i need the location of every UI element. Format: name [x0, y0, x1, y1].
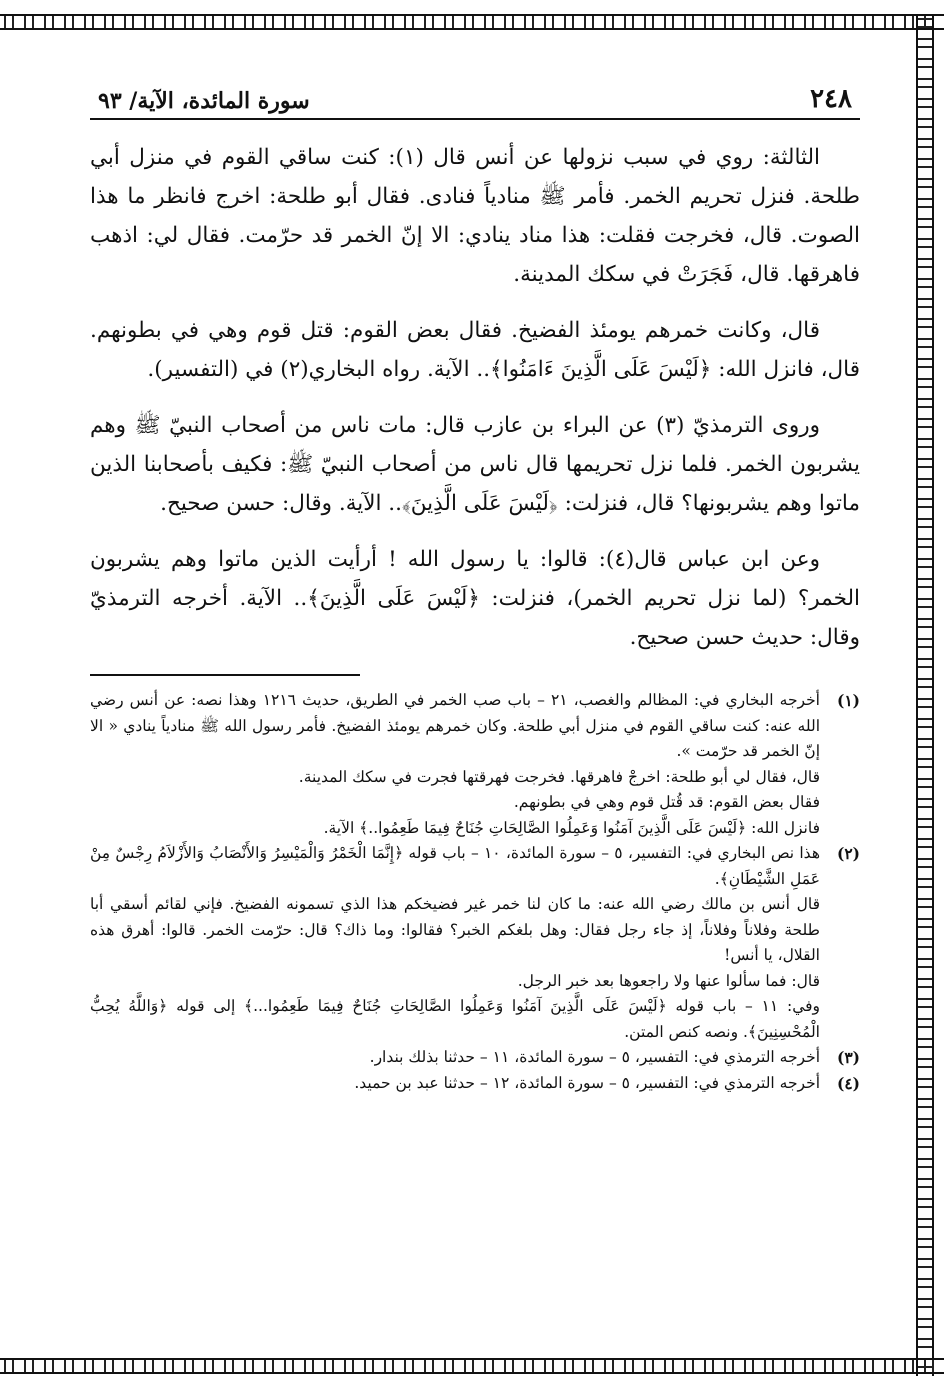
page-border-top	[0, 14, 944, 30]
footnote-line: فانزل الله: ﴿لَيْسَ عَلَى الَّذِينَ آمَنُوا وَعَمِلُوا الصَّالِحَاتِ جُنَاحٌ فِيمَا طَعِمُوا..﴾ الآية.	[323, 818, 820, 837]
footnote-number: (٤)	[836, 1073, 860, 1093]
paragraph: وعن ابن عباس قال(٤): قالوا: يا رسول الله ! أرأيت الذين ماتوا وهم يشربون الخمر؟ (لما نزل تحريم الخمر)، فنزلت: ﴿لَيْسَ عَلَى الَّذِينَ﴾.. الآية. أخرجه الترمذيّ وقال: حديث حسن صحيح.	[90, 547, 860, 650]
footnote-separator	[90, 674, 360, 676]
footnote-line: هذا نص البخاري في: التفسير، ٥ – سورة المائدة، ١٠ – باب قوله ﴿إِنَّمَا الْخَمْرُ وَالْمَيْسِرُ وَالأَنْصَابُ وَالأَزْلاَمُ رِجْسٌ مِنْ عَمَلِ الشَّيْطَانِ﴾.	[90, 844, 820, 888]
footnote-line: وفي: ١١ – باب قوله ﴿لَيْسَ عَلَى الَّذِينَ آمَنُوا وَعَمِلُوا الصَّالِحَاتِ جُنَاحٌ فِيمَا طَعِمُوا...﴾ إلى قوله ﴿وَاللَّهُ يُحِبُّ الْمُحْسِنِينَ﴾. ونصه كنص المتن.	[90, 997, 821, 1041]
running-title: سورة المائدة، الآية/ ٩٣	[98, 88, 310, 114]
main-text	[90, 138, 860, 657]
footnote-line: قال، فقال لي أبو طلحة: اخرجْ فاهرقها. فخرجت فهرقتها فجرت في سكك المدينة.	[298, 767, 820, 786]
footnote-line: فقال بعض القوم: قد قُتل قوم وهي في بطونهم.	[513, 793, 820, 811]
footnote	[90, 841, 860, 1045]
footnote	[90, 1071, 860, 1097]
footnote	[90, 1045, 860, 1071]
footnote-number: (٢)	[836, 844, 860, 863]
footnote-line: قال أنس بن مالك رضي الله عنه: ما كان لنا خمر غير فضيخكم هذا الذي تسمونه الفضيخ. فإني لقائم أسقي أبا طلحة وفلاناً وفلاناً، إذ جاء رجل فقال: وهل بلغكم الخبر؟ فقالوا: وما ذاك؟ قال: حرّمت الخمر. قالوا: أهرق هذه القلال، يا أنس!	[90, 895, 820, 964]
footnote-line: أخرجه الترمذي في: التفسير، ٥ – سورة المائدة، ١١ – حدثنا بذلك بندار.	[369, 1048, 820, 1066]
footnote-number: (١)	[836, 691, 860, 710]
page-border-right	[916, 14, 934, 1376]
paragraph: وروى الترمذيّ (٣) عن البراء بن عازب قال: مات ناس من أصحاب النبيّ ﷺ وهم يشربون الخمر. فلما نزل تحريمها قال ناس من أصحاب النبيّ ﷺ: فكيف بأصحابنا الذين ماتوا وهم يشربونها؟ قال، فنزلت: ﴿لَيْسَ عَلَى الَّذِينَ﴾.. الآية. وقال: حسن صحيح.	[90, 413, 860, 516]
footnote-line: أخرجه البخاري في: المظالم والغصب، ٢١ – باب صب الخمر في الطريق، حديث ١٢١٦ وهذا نصه: عن أنس رضي الله عنه: كنت ساقي القوم في منزل أبي طلحة. وكان خمرهم يومئذ الفضيخ. فأمر رسول الله ﷺ منادياً ينادي « الا إنّ الخمر قد حرّمت ».	[90, 691, 820, 760]
footnote-number: (٣)	[836, 1048, 860, 1067]
page-number: ٢٤٨	[810, 84, 852, 114]
book-page	[90, 70, 860, 1340]
footnote-line: قال: فما سألوا عنها ولا راجعوها بعد خبر الرجل.	[517, 971, 820, 990]
page-border-bottom	[0, 1358, 944, 1374]
footnotes	[90, 688, 860, 1096]
footnote-line: أخرجه الترمذي في: التفسير، ٥ – سورة المائدة، ١٢ – حدثنا عبد بن حميد.	[354, 1073, 820, 1092]
footnote	[90, 688, 860, 841]
paragraph: الثالثة: روي في سبب نزولها عن أنس قال (١): كنت ساقي القوم في منزل أبي طلحة. فنزل تحريم الخمر. فأمر ﷺ منادياً فنادى. فقال أبو طلحة: اخرج فانظر ما هذا الصوت. قال، فخرجت فقلت: هذا مناد ينادي: الا إنّ الخمر قد حرّمت. فقال لي: اذهب فاهرقها. قال، فَجَرَتْ في سكك المدينة.	[90, 145, 860, 287]
paragraph: قال، وكانت خمرهم يومئذ الفضيخ. فقال بعض القوم: قتل قوم وهي في بطونهم. قال، فانزل الله: ﴿لَيْسَ عَلَى الَّذِينَ ءَامَنُوا﴾.. الآية. رواه البخاري(٢) في (التفسير).	[90, 318, 860, 382]
page-header	[90, 70, 860, 120]
